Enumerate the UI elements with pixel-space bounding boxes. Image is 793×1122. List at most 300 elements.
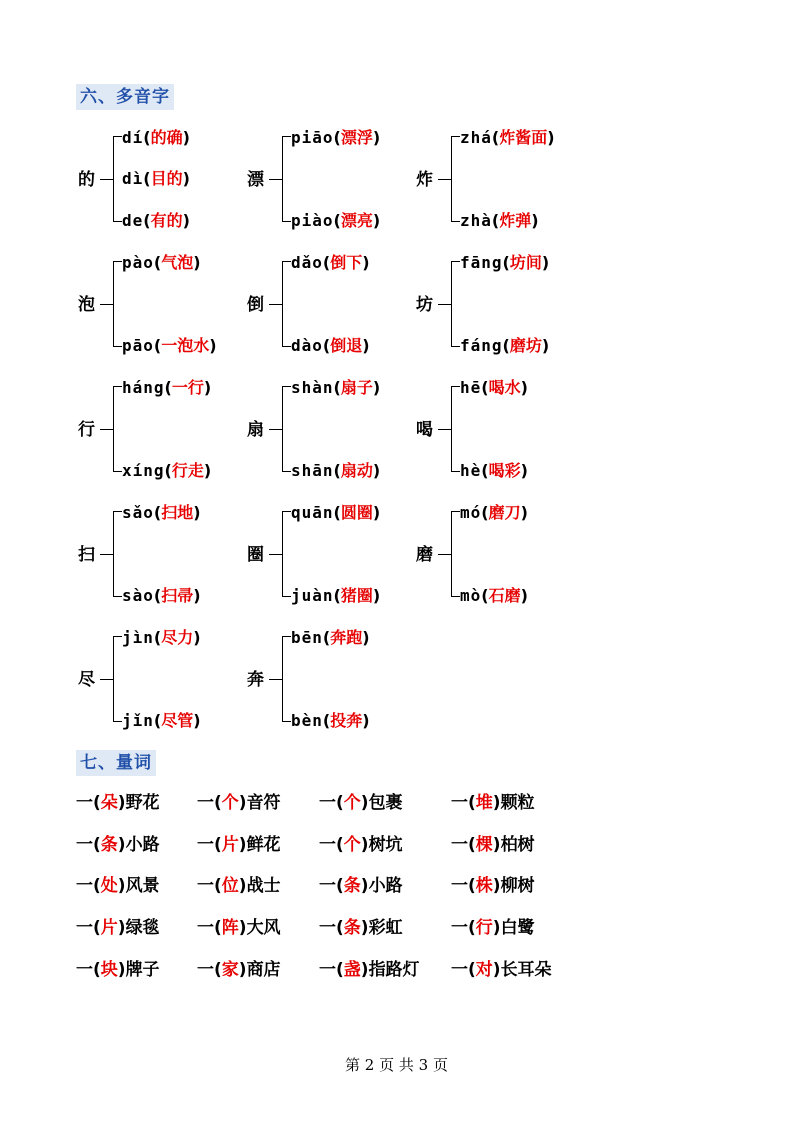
prefix-one: 一(	[319, 835, 344, 855]
close-paren: )	[193, 586, 201, 605]
close-paren: )	[372, 503, 381, 522]
section-title-measure-words: 七、量词	[76, 750, 156, 776]
polyphonic-group	[416, 126, 576, 236]
noun: 彩虹	[368, 918, 403, 938]
reading-line	[122, 502, 201, 524]
close-paren: )	[238, 876, 247, 896]
example-word: 磨坊	[509, 336, 542, 355]
polyphonic-group	[247, 126, 407, 236]
measure-word-item	[197, 916, 281, 940]
polyphonic-group	[416, 251, 576, 361]
measure-word-item	[451, 874, 535, 898]
polyphonic-group	[78, 626, 238, 736]
pinyin: bēn	[291, 628, 323, 647]
pinyin: shān	[291, 461, 334, 480]
example-word: 漂亮	[340, 211, 373, 230]
brace-connector	[100, 679, 113, 680]
example-word: 的确	[150, 128, 183, 147]
reading-line	[291, 377, 380, 399]
brace-bracket	[282, 386, 291, 472]
polyphonic-group	[78, 376, 238, 486]
open-paren: (	[333, 378, 341, 397]
close-paren: )	[520, 378, 528, 397]
pinyin: mò	[460, 586, 482, 605]
measure-word-item	[197, 874, 281, 898]
polyphonic-character: 泡	[78, 295, 95, 315]
pinyin: fāng	[460, 253, 503, 272]
noun: 牌子	[125, 960, 160, 980]
noun: 绿毯	[125, 918, 160, 938]
brace-bracket	[451, 261, 460, 347]
open-paren: (	[322, 336, 331, 355]
open-paren: (	[153, 711, 162, 730]
polyphonic-character: 坊	[416, 295, 433, 315]
close-paren: )	[531, 211, 539, 230]
polyphonic-character: 磨	[416, 545, 433, 565]
example-word: 气泡	[161, 253, 194, 272]
open-paren: (	[143, 211, 151, 230]
pinyin: piāo	[291, 128, 334, 147]
close-paren: )	[209, 336, 217, 355]
prefix-one: 一(	[76, 960, 101, 980]
polyphonic-group	[416, 501, 576, 611]
open-paren: (	[502, 336, 510, 355]
close-paren: )	[238, 793, 247, 813]
close-paren: )	[492, 876, 501, 896]
prefix-one: 一(	[197, 835, 222, 855]
close-paren: )	[372, 211, 381, 230]
close-paren: )	[547, 128, 555, 147]
brace-connector	[438, 429, 451, 430]
polyphonic-group	[78, 126, 238, 236]
measure-word-item	[76, 791, 160, 815]
pinyin: hè	[460, 461, 482, 480]
measure-word-item	[319, 791, 403, 815]
pinyin: jìn	[122, 628, 154, 647]
page-footer: 第 2 页 共 3 页	[345, 1056, 448, 1074]
example-word: 喝水	[488, 378, 521, 397]
example-word: 扇子	[340, 378, 373, 397]
brace-bracket	[451, 511, 460, 597]
reading-line	[291, 502, 380, 524]
reading-line	[460, 502, 528, 524]
noun: 商店	[246, 960, 281, 980]
open-paren: (	[164, 461, 172, 480]
reading-line	[291, 710, 370, 732]
example-word: 炸酱面	[499, 128, 548, 147]
brace-bracket	[282, 511, 291, 597]
reading-line	[460, 460, 528, 482]
reading-line	[460, 335, 549, 357]
measure-word: 阵	[221, 918, 239, 938]
close-paren: )	[193, 711, 201, 730]
brace-connector	[269, 179, 282, 180]
open-paren: (	[333, 503, 341, 522]
measure-word-item	[76, 958, 160, 982]
polyphonic-character: 扫	[78, 545, 95, 565]
open-paren: (	[481, 586, 489, 605]
open-paren: (	[164, 378, 172, 397]
brace-connector	[269, 554, 282, 555]
brace-bracket	[282, 636, 291, 722]
brace-bracket	[451, 386, 460, 472]
noun: 小路	[125, 835, 160, 855]
pinyin: piào	[291, 211, 334, 230]
reading-line	[291, 127, 380, 149]
close-paren: )	[117, 960, 126, 980]
close-paren: )	[492, 918, 501, 938]
noun: 小路	[368, 876, 403, 896]
brace-bracket	[113, 511, 122, 597]
close-paren: )	[360, 835, 369, 855]
measure-word-item	[197, 791, 281, 815]
pinyin: bèn	[291, 711, 323, 730]
measure-word: 堆	[475, 793, 493, 813]
close-paren: )	[193, 253, 201, 272]
prefix-one: 一(	[451, 835, 476, 855]
measure-word-item	[451, 833, 535, 857]
reading-line	[122, 210, 190, 232]
close-paren: )	[360, 918, 369, 938]
pinyin: hē	[460, 378, 482, 397]
prefix-one: 一(	[76, 876, 101, 896]
close-paren: )	[117, 876, 126, 896]
reading-line	[122, 585, 201, 607]
polyphonic-character: 扇	[247, 420, 264, 440]
pinyin: shàn	[291, 378, 334, 397]
example-word: 有的	[150, 211, 183, 230]
brace-connector	[269, 679, 282, 680]
pinyin: jǐn	[122, 711, 154, 730]
measure-word-item	[451, 791, 535, 815]
reading-line	[291, 335, 370, 357]
prefix-one: 一(	[451, 793, 476, 813]
open-paren: (	[333, 586, 341, 605]
reading-line	[122, 710, 201, 732]
reading-line	[460, 585, 528, 607]
pinyin: dǎo	[291, 253, 323, 272]
example-word: 圆圈	[340, 503, 373, 522]
measure-word: 株	[475, 876, 493, 896]
measure-word: 盏	[343, 960, 361, 980]
noun: 白鹭	[500, 918, 535, 938]
close-paren: )	[238, 960, 247, 980]
noun: 柳树	[500, 876, 535, 896]
measure-word-item	[197, 958, 281, 982]
prefix-one: 一(	[76, 835, 101, 855]
noun: 野花	[125, 793, 160, 813]
pinyin: háng	[122, 378, 165, 397]
reading-line	[122, 127, 190, 149]
close-paren: )	[541, 336, 550, 355]
measure-word: 棵	[475, 835, 493, 855]
reading-line	[291, 627, 370, 649]
measure-word: 对	[475, 960, 493, 980]
open-paren: (	[322, 253, 331, 272]
example-word: 投奔	[330, 711, 363, 730]
brace-bracket	[282, 136, 291, 222]
measure-word: 片	[100, 918, 118, 938]
close-paren: )	[492, 793, 501, 813]
example-word: 倒退	[330, 336, 363, 355]
prefix-one: 一(	[76, 793, 101, 813]
polyphonic-group	[247, 626, 407, 736]
measure-word: 朵	[100, 793, 118, 813]
close-paren: )	[203, 378, 212, 397]
prefix-one: 一(	[319, 793, 344, 813]
open-paren: (	[491, 128, 500, 147]
example-word: 尽管	[161, 711, 194, 730]
pinyin: juàn	[291, 586, 334, 605]
noun: 风景	[125, 876, 160, 896]
reading-line	[122, 335, 217, 357]
noun: 音符	[246, 793, 281, 813]
open-paren: (	[153, 503, 162, 522]
example-word: 喝彩	[488, 461, 521, 480]
pinyin: quān	[291, 503, 334, 522]
example-word: 目的	[150, 169, 183, 188]
close-paren: )	[203, 461, 212, 480]
reading-line	[291, 210, 380, 232]
close-paren: )	[360, 793, 369, 813]
close-paren: )	[117, 918, 126, 938]
brace-connector	[100, 304, 113, 305]
noun: 树坑	[368, 835, 403, 855]
measure-word: 个	[343, 793, 361, 813]
open-paren: (	[502, 253, 510, 272]
close-paren: )	[520, 586, 528, 605]
polyphonic-character: 炸	[416, 170, 433, 190]
prefix-one: 一(	[451, 960, 476, 980]
close-paren: )	[520, 461, 528, 480]
close-paren: )	[362, 336, 370, 355]
pinyin: xíng	[122, 461, 165, 480]
close-paren: )	[372, 378, 381, 397]
open-paren: (	[333, 461, 341, 480]
open-paren: (	[322, 628, 331, 647]
example-word: 倒下	[330, 253, 363, 272]
polyphonic-group	[78, 251, 238, 361]
close-paren: )	[362, 628, 370, 647]
pinyin: dí	[122, 128, 144, 147]
polyphonic-group	[247, 501, 407, 611]
measure-word: 片	[221, 835, 239, 855]
close-paren: )	[372, 128, 381, 147]
polyphonic-character: 奔	[247, 670, 264, 690]
noun: 大风	[246, 918, 281, 938]
polyphonic-group	[247, 376, 407, 486]
prefix-one: 一(	[319, 918, 344, 938]
example-word: 一泡水	[161, 336, 210, 355]
open-paren: (	[153, 253, 162, 272]
measure-word-item	[319, 874, 403, 898]
noun: 指路灯	[368, 960, 420, 980]
example-word: 坊间	[509, 253, 542, 272]
pinyin: dì	[122, 169, 144, 188]
example-word: 一行	[171, 378, 204, 397]
close-paren: )	[362, 711, 370, 730]
open-paren: (	[153, 336, 162, 355]
example-word: 扫帚	[161, 586, 194, 605]
prefix-one: 一(	[451, 876, 476, 896]
polyphonic-group	[416, 376, 576, 486]
measure-word-item	[76, 833, 160, 857]
open-paren: (	[143, 169, 151, 188]
noun: 颗粒	[500, 793, 535, 813]
measure-word: 处	[100, 876, 118, 896]
polyphonic-character: 喝	[416, 420, 433, 440]
noun: 战士	[246, 876, 281, 896]
example-word: 扇动	[340, 461, 373, 480]
polyphonic-character: 尽	[78, 670, 95, 690]
reading-line	[460, 377, 528, 399]
brace-bracket	[113, 261, 122, 347]
open-paren: (	[322, 711, 331, 730]
pinyin: sào	[122, 586, 154, 605]
measure-word-item	[76, 874, 160, 898]
brace-connector	[269, 304, 282, 305]
measure-word-item	[319, 958, 420, 982]
example-word: 石磨	[488, 586, 521, 605]
polyphonic-character: 行	[78, 420, 95, 440]
brace-connector	[100, 179, 113, 180]
measure-word-item	[76, 916, 160, 940]
polyphonic-character: 的	[78, 170, 95, 190]
pinyin: mó	[460, 503, 482, 522]
close-paren: )	[238, 835, 247, 855]
measure-word: 个	[221, 793, 239, 813]
brace-connector	[438, 179, 451, 180]
prefix-one: 一(	[451, 918, 476, 938]
close-paren: )	[372, 586, 381, 605]
noun: 鲜花	[246, 835, 281, 855]
brace-connector	[438, 304, 451, 305]
example-word: 奔跑	[330, 628, 363, 647]
pinyin: pāo	[122, 336, 154, 355]
open-paren: (	[333, 211, 341, 230]
close-paren: )	[492, 835, 501, 855]
reading-line	[122, 627, 201, 649]
noun: 长耳朵	[500, 960, 552, 980]
brace-connector	[100, 554, 113, 555]
brace-bracket	[113, 136, 122, 222]
pinyin: zhà	[460, 211, 492, 230]
reading-line	[460, 127, 555, 149]
polyphonic-group	[78, 501, 238, 611]
close-paren: )	[182, 128, 190, 147]
pinyin: de	[122, 211, 144, 230]
prefix-one: 一(	[197, 793, 222, 813]
example-word: 炸弹	[499, 211, 532, 230]
measure-word: 条	[100, 835, 118, 855]
noun: 包裹	[368, 793, 403, 813]
measure-word: 位	[221, 876, 239, 896]
example-word: 扫地	[161, 503, 194, 522]
measure-word-item	[197, 833, 281, 857]
measure-word: 块	[100, 960, 118, 980]
polyphonic-character: 圈	[247, 545, 264, 565]
close-paren: )	[182, 211, 190, 230]
measure-word: 条	[343, 876, 361, 896]
reading-line	[122, 377, 211, 399]
close-paren: )	[541, 253, 550, 272]
prefix-one: 一(	[197, 876, 222, 896]
example-word: 漂浮	[340, 128, 373, 147]
close-paren: )	[182, 169, 190, 188]
prefix-one: 一(	[319, 960, 344, 980]
brace-bracket	[451, 136, 460, 222]
open-paren: (	[143, 128, 151, 147]
polyphonic-character: 倒	[247, 295, 264, 315]
example-word: 行走	[171, 461, 204, 480]
close-paren: )	[360, 876, 369, 896]
measure-word: 家	[221, 960, 239, 980]
open-paren: (	[153, 628, 162, 647]
prefix-one: 一(	[197, 918, 222, 938]
reading-line	[291, 252, 370, 274]
close-paren: )	[117, 793, 126, 813]
section-title-polyphonic: 六、多音字	[76, 84, 174, 110]
pinyin: sǎo	[122, 503, 154, 522]
pinyin: pào	[122, 253, 154, 272]
pinyin: fáng	[460, 336, 503, 355]
measure-word-item	[319, 916, 403, 940]
example-word: 磨刀	[488, 503, 521, 522]
close-paren: )	[520, 503, 528, 522]
pinyin: dào	[291, 336, 323, 355]
brace-bracket	[113, 386, 122, 472]
reading-line	[122, 168, 190, 190]
noun: 柏树	[500, 835, 535, 855]
reading-line	[291, 460, 380, 482]
pinyin: zhá	[460, 128, 492, 147]
close-paren: )	[238, 918, 247, 938]
measure-word-item	[451, 916, 535, 940]
polyphonic-character: 漂	[247, 170, 264, 190]
open-paren: (	[153, 586, 162, 605]
brace-bracket	[113, 636, 122, 722]
reading-line	[460, 252, 549, 274]
brace-connector	[100, 429, 113, 430]
reading-line	[122, 252, 201, 274]
open-paren: (	[481, 378, 489, 397]
measure-word: 行	[475, 918, 493, 938]
prefix-one: 一(	[197, 960, 222, 980]
open-paren: (	[491, 211, 500, 230]
brace-bracket	[282, 261, 291, 347]
close-paren: )	[117, 835, 126, 855]
measure-word: 个	[343, 835, 361, 855]
close-paren: )	[492, 960, 501, 980]
measure-word: 条	[343, 918, 361, 938]
open-paren: (	[481, 503, 489, 522]
brace-connector	[269, 429, 282, 430]
prefix-one: 一(	[319, 876, 344, 896]
close-paren: )	[193, 503, 201, 522]
example-word: 猪圈	[340, 586, 373, 605]
prefix-one: 一(	[76, 918, 101, 938]
measure-word-item	[319, 833, 403, 857]
reading-line	[122, 460, 211, 482]
brace-connector	[438, 554, 451, 555]
open-paren: (	[333, 128, 341, 147]
close-paren: )	[360, 960, 369, 980]
close-paren: )	[193, 628, 201, 647]
polyphonic-group	[247, 251, 407, 361]
close-paren: )	[372, 461, 381, 480]
open-paren: (	[481, 461, 489, 480]
reading-line	[460, 210, 539, 232]
